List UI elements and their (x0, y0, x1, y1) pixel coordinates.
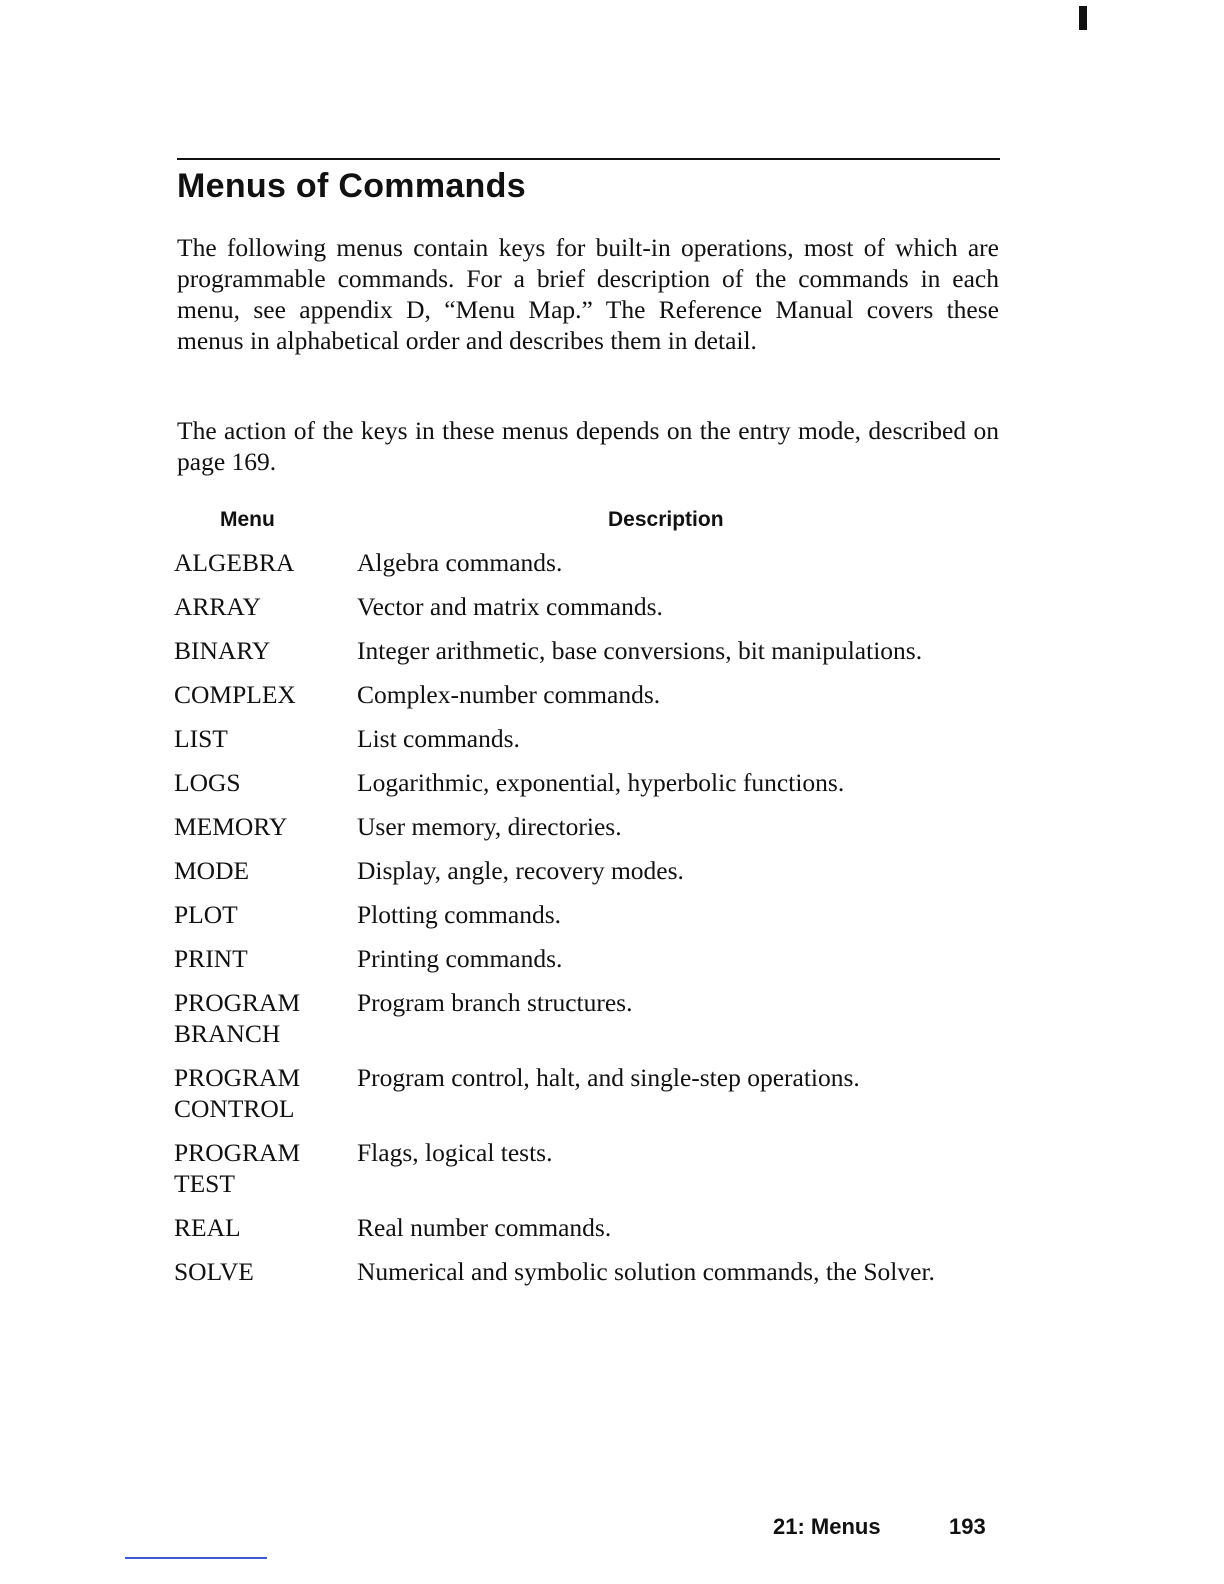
menu-column-header: Menu (220, 508, 275, 531)
table-row (174, 987, 1004, 1049)
menu-name: PROGRAM CONTROL (174, 1063, 301, 1123)
menu-name: ALGEBRA (174, 548, 295, 577)
menu-name: LOGS (174, 768, 241, 797)
menu-table (174, 547, 1004, 1300)
table-row (174, 811, 1004, 842)
description-column-header: Description (608, 508, 724, 531)
table-row (174, 1256, 1004, 1287)
menu-name: PROGRAM TEST (174, 1138, 301, 1198)
title-rule (177, 158, 1000, 160)
menu-description: Printing commands. (357, 944, 563, 973)
table-row (174, 723, 1004, 754)
menu-description: List commands. (357, 724, 520, 753)
menu-name: MODE (174, 856, 250, 885)
menu-name: BINARY (174, 636, 271, 665)
menu-description: Program control, halt, and single-step operations. (357, 1063, 860, 1092)
menu-description: Complex-number commands. (357, 680, 661, 709)
menu-name: ARRAY (174, 592, 261, 621)
menu-name: PROGRAM BRANCH (174, 988, 301, 1048)
menu-name: PRINT (174, 944, 248, 973)
menu-description: User memory, directories. (357, 812, 622, 841)
table-row (174, 635, 1004, 666)
table-row (174, 679, 1004, 710)
table-row (174, 1212, 1004, 1243)
table-row (174, 943, 1004, 974)
table-row (174, 591, 1004, 622)
menu-description: Vector and matrix commands. (357, 592, 663, 621)
menu-description: Flags, logical tests. (357, 1138, 553, 1167)
menu-description: Program branch structures. (357, 988, 633, 1017)
menu-description: Algebra commands. (357, 548, 563, 577)
page-title: Menus of Commands (177, 167, 526, 205)
footer-chapter: 21: Menus (773, 1514, 881, 1539)
menu-description: Real number commands. (357, 1213, 612, 1242)
menu-description: Plotting commands. (357, 900, 561, 929)
menu-description: Numerical and symbolic solution commands, the Solver. (357, 1257, 935, 1286)
menu-description: Logarithmic, exponential, hyperbolic functions. (357, 768, 845, 797)
menu-name: PLOT (174, 900, 238, 929)
table-row (174, 899, 1004, 930)
intro-paragraph: The following menus contain keys for built-in operations, most of which are programmable commands. For a brief description of the commands in each menu, see appendix D, “Menu Map.” The Reference Manual covers these menus in alphabetical order and describes them in detail. (177, 233, 999, 355)
table-row (174, 547, 1004, 578)
table-row (174, 1062, 1004, 1124)
menu-name: REAL (174, 1213, 241, 1242)
menu-name: MEMORY (174, 812, 288, 841)
footer-page-number: 193 (949, 1514, 986, 1539)
entry-mode-paragraph: The action of the keys in these menus depends on the entry mode, described on page 169. (177, 416, 999, 476)
page-corner-mark (1079, 6, 1087, 30)
menu-name: LIST (174, 724, 228, 753)
menu-description: Integer arithmetic, base conversions, bit manipulations. (357, 636, 923, 665)
menu-name: SOLVE (174, 1257, 254, 1286)
table-row (174, 855, 1004, 886)
table-row (174, 767, 1004, 798)
scan-edge-line (125, 1557, 267, 1559)
menu-name: COMPLEX (174, 680, 296, 709)
table-row (174, 1137, 1004, 1199)
menu-description: Display, angle, recovery modes. (357, 856, 684, 885)
